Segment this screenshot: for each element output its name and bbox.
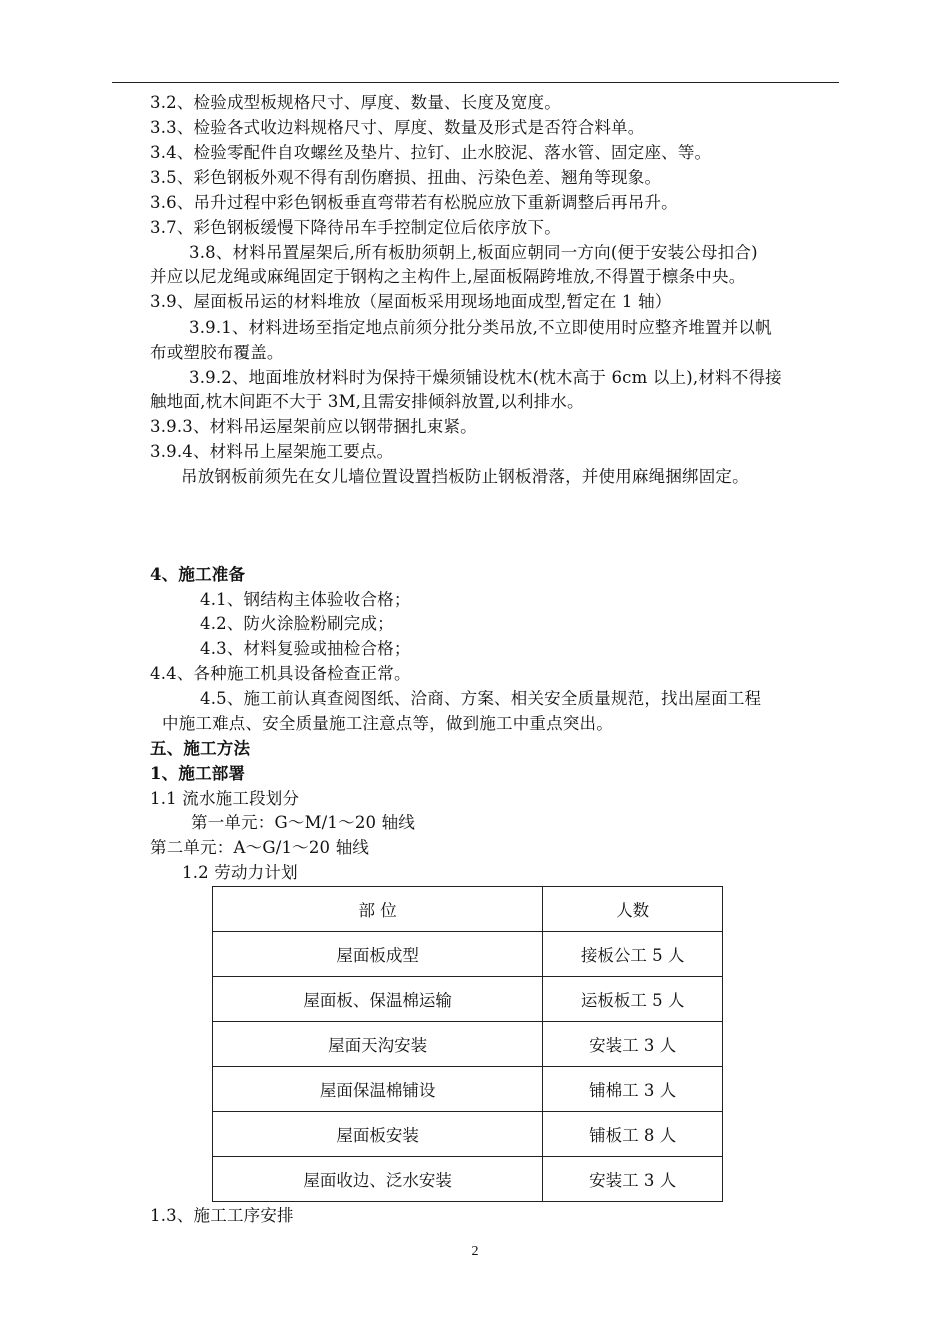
table-cell-position: 屋面收边、泛水安装 [213, 1157, 543, 1202]
line-3-9-1-cont: 布或塑胶布覆盖。 [150, 343, 284, 362]
line-1-1: 1.1 流水施工段划分 [150, 789, 300, 808]
table-cell-headcount: 接板公工 5 人 [543, 932, 723, 977]
line-3-7: 3.7、彩色钢板缓慢下降待吊车手控制定位后依序放下。 [150, 218, 561, 237]
line-unit-2: 第二单元：A～G/1～20 轴线 [150, 838, 370, 857]
heading-1: 1、施工部署 [150, 764, 246, 783]
table-cell-position: 屋面保温棉铺设 [213, 1067, 543, 1112]
line-3-9-3: 3.9.3、材料吊运屋架前应以钢带捆扎束紧。 [150, 417, 477, 436]
page-number: 2 [471, 1244, 479, 1259]
table-row [213, 1157, 723, 1202]
table-cell-headcount: 铺棉工 3 人 [543, 1067, 723, 1112]
table-cell-headcount: 安装工 3 人 [543, 1022, 723, 1067]
table-row [213, 932, 723, 977]
line-3-8: 3.8、材料吊置屋架后,所有板肋须朝上,板面应朝同一方向(便于安装公母扣合) [189, 243, 758, 262]
line-1-2: 1.2 劳动力计划 [182, 863, 298, 882]
table-row [213, 1067, 723, 1112]
line-4-5: 4.5、施工前认真查阅图纸、洽商、方案、相关安全质量规范，找出屋面工程 [200, 689, 762, 708]
line-4-5-cont: 中施工难点、安全质量施工注意点等，做到施工中重点突出。 [162, 714, 613, 733]
line-3-4: 3.4、检验零配件自攻螺丝及垫片、拉钉、止水胶泥、落水管、固定座、等。 [150, 143, 712, 162]
table-cell-position: 屋面板成型 [213, 932, 543, 977]
heading-five: 五、施工方法 [150, 739, 251, 758]
line-4-2: 4.2、防火涂脸粉刷完成； [200, 614, 394, 633]
table-header-row [213, 887, 723, 932]
table-cell-position: 屋面板安装 [213, 1112, 543, 1157]
heading-4: 4、施工准备 [150, 565, 246, 584]
table-cell-headcount: 安装工 3 人 [543, 1157, 723, 1202]
line-steel-note: 吊放钢板前须先在女儿墙位置设置挡板防止钢板滑落，并使用麻绳捆绑固定。 [181, 467, 749, 486]
table-header-position: 部 位 [213, 887, 543, 932]
line-3-9-1: 3.9.1、材料进场至指定地点前须分批分类吊放,不立即使用时应整齐堆置并以帆 [189, 318, 772, 337]
table-cell-position: 屋面天沟安装 [213, 1022, 543, 1067]
line-4-1: 4.1、钢结构主体验收合格； [200, 590, 411, 609]
line-3-5: 3.5、彩色钢板外观不得有刮伤磨损、扭曲、污染色差、翘角等现象。 [150, 168, 662, 187]
line-3-2: 3.2、检验成型板规格尺寸、厚度、数量、长度及宽度。 [150, 93, 561, 112]
labor-plan-table [212, 886, 723, 1202]
line-3-8-cont: 并应以尼龙绳或麻绳固定于钢构之主构件上,屋面板隔跨堆放,不得置于檩条中央。 [150, 267, 746, 286]
line-3-3: 3.3、检验各式收边料规格尺寸、厚度、数量及形式是否符合料单。 [150, 118, 645, 137]
line-3-6: 3.6、吊升过程中彩色钢板垂直弯带若有松脱应放下重新调整后再吊升。 [150, 193, 678, 212]
line-unit-1: 第一单元：G～M/1～20 轴线 [191, 813, 416, 832]
table-row [213, 1112, 723, 1157]
table-row [213, 977, 723, 1022]
table-cell-headcount: 铺板工 8 人 [543, 1112, 723, 1157]
table-cell-headcount: 运板板工 5 人 [543, 977, 723, 1022]
line-3-9-2: 3.9.2、地面堆放材料时为保持干燥须铺设枕木(枕木高于 6cm 以上),材料不得接 [189, 368, 782, 387]
header-rule [112, 82, 839, 83]
line-3-9: 3.9、屋面板吊运的材料堆放（屋面板采用现场地面成型,暂定在 1 轴） [150, 292, 672, 311]
table-header-headcount: 人数 [543, 887, 723, 932]
line-3-9-4: 3.9.4、材料吊上屋架施工要点。 [150, 442, 394, 461]
line-4-4: 4.4、各种施工机具设备检查正常。 [150, 664, 411, 683]
table-row [213, 1022, 723, 1067]
table-cell-position: 屋面板、保温棉运输 [213, 977, 543, 1022]
line-1-3: 1.3、施工工序安排 [150, 1206, 294, 1225]
line-3-9-2-cont: 触地面,枕木间距不大于 3M,且需安排倾斜放置,以利排水。 [150, 392, 584, 411]
line-4-3: 4.3、材料复验或抽检合格； [200, 639, 411, 658]
